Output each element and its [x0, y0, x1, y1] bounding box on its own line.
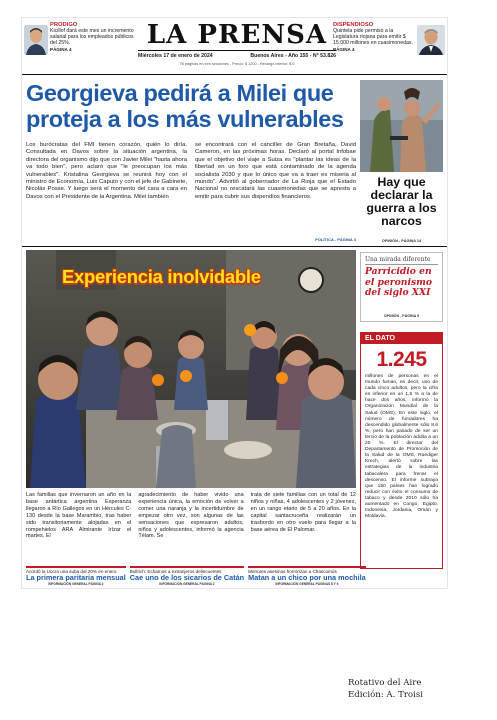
el-dato-kicker: EL DATO: [361, 333, 442, 344]
price-line: 76 páginas en tres secciones - Precio: $ 1200 - Recargo interior: $ 0: [179, 62, 295, 66]
left-teaser-kicker: PRODIGO: [50, 22, 78, 28]
strip-item[interactable]: [130, 566, 244, 586]
strip-item-headline: La primera paritaria mensual: [26, 573, 126, 582]
right-teaser-text: Quintela pide permiso a la Legislatura riojana para emitir $ 15.000 millones en cuasimonedas.: [333, 28, 413, 46]
strip-item[interactable]: [26, 566, 126, 586]
issue-place-number: Buenos Aires - Año 155 - N° 53.826: [250, 53, 336, 59]
strip-item-kicker: Bullrich: Echamos a extranjeros delincuentes: [129, 569, 222, 574]
photo-caption-column-3: trata de siete familias con un total de 12 niños y niñas, 4 adolescentes y 2 jóvenes, en un rango etario de 5 a 20 años. En la capital santacruceña realizarán un trasbordo en otro vuelo para llegar a la base aérea de El Palomar.: [250, 492, 356, 533]
strip-item-kicker: Acordó la Uocra una suba del 20% en enero: [26, 569, 117, 574]
strip-item-headline: Matan a un chico por una mochila: [248, 573, 366, 582]
strip-item-page-ref: INFORMACIÓN GENERAL PÁGINAS 8 Y 9: [275, 582, 339, 586]
right-teaser-portrait: [417, 25, 445, 55]
el-dato-box: [360, 332, 443, 569]
photo-title: Experiencia inolvidable: [62, 266, 261, 287]
strip-item-kicker: Menores asesinos horrorizan a Chascomús: [248, 569, 337, 574]
left-teaser-text: Kicillof dará este mes un incremento salarial para los empleados públicos del 25%.: [50, 28, 134, 46]
newspaper-logo: LA PRENSA: [146, 20, 328, 50]
dateline: [138, 50, 336, 59]
strip-item-page-ref: INFORMACIÓN GENERAL PÁGINA 2: [48, 582, 104, 586]
lead-column-2: se encontrará con el canciller de Gran Bretaña, David Cameron, en las próximas horas. Declaró al portal Infobae que el objetivo del viaje a Suiza es "plantar las ideas de la libertad en un foro que está contaminado de la agenda socialista 2030 y que lo único que va a traer es miseria al mundo". Advirtió al gobernador de La Rioja que el Estado Nacional no rescatará las cuasimonedas que se apresta a emitir para cubrir sus dispendios financieros.: [195, 142, 356, 200]
credits-line-2: Edición: A. Troisi: [348, 690, 424, 700]
right-teaser[interactable]: [333, 22, 445, 68]
lead-page-ref: POLÍTICA - PÁGINA 3: [315, 237, 356, 242]
photo-caption-column-1: Las familias que invernaron un año en la base antártica argentina Esperanza llegaron a Río Gallegos en un Hércules C-130 desde la base Marambio, tras haber sido transitoriamente alojadas en el rompehielos ARA Almirante Irízar el martes. El: [26, 492, 132, 540]
photo-caption-column-2: agradecimiento de haber vivido una experiencia única, la emoción de volver a comer una naranja y la incertidumbre de empezar otro vez, son algunas de las sensaciones que expresaron adultos, niños y adolescentes, informó la agencia Télam. Se: [138, 492, 244, 540]
strip-item[interactable]: [248, 566, 366, 586]
left-teaser-page: PÁGINA 4: [50, 47, 72, 52]
bottom-strip: [26, 566, 366, 586]
el-dato-text: millones de personas en el mundo fuman, es decir, uno de cada cinco adultos, pero la cifra es inferior en un 1,5 % a la de hace dos años, informó la Organización Mundial de la Salud (OMS). En este siglo, el número de fumadores ha descendido globalmente sólo 8,6 %, pero han pasado de ser un tercio de la población adulta a un 20 %. El director del Departamento de Promoción de la Salud de la OMS, Ruediger Krech, alertó sobre las estrategias de la industria tabacalera para frenar el descenso. El informe subraya que 150 países han logrado reducir con éxito el consumo de tabaco y desde 2010 sólo ha aumentado en Congo, Egipto, Indonesia, Jordania, Omán y Moldavia.: [365, 374, 438, 520]
opinion-title: Parricidio en el peronismo del siglo XXI: [365, 266, 432, 298]
credits-line-1: Rotativo del Aire: [348, 678, 422, 688]
photo-caption: [26, 492, 356, 540]
opinion-box[interactable]: [360, 252, 443, 322]
side-story-photo: [360, 80, 443, 172]
left-teaser[interactable]: [24, 22, 136, 68]
opinion-kicker: Una mirada diferente: [365, 256, 438, 265]
lead-body: [26, 142, 356, 201]
strip-item-page-ref: INFORMACIÓN GENERAL PÁGINA 2: [159, 582, 215, 586]
masthead-rule: [22, 74, 447, 75]
opinion-page-ref: OPINIÓN - PÁGINA 5: [383, 314, 420, 318]
side-story-headline[interactable]: Hay que declarar la guerra a los narcos: [366, 175, 437, 228]
credits: [348, 677, 423, 701]
right-teaser-kicker: DISPENDIOSO: [333, 22, 374, 28]
newspaper-front-page: [22, 18, 447, 588]
issue-date: Miércoles 17 de enero de 2024: [138, 53, 213, 59]
lead-column-1: Los burócratas del FMI tienen corazón, quién lo diría. Consultada en Davos sobre la situación argentina, la directora del organismo dijo que con Javier Milei "hasta ahora va todo bien", pero aclaró que "le preocupan los más vulnerables". Kristalina Georgieva se reunirá hoy con el ministro de Economía, Luis Caputo y con el jefe de Gabinete, Nicolás Posse. Y luego será el momento del cara a cara en Davos con el Presidente de la Argentina. Milei también: [26, 142, 187, 200]
el-dato-number: 1.245: [376, 348, 427, 371]
left-teaser-portrait: [24, 25, 48, 55]
right-teaser-page: PÁGINA 4: [333, 47, 355, 52]
section-rule: [22, 246, 447, 247]
masthead: [22, 18, 447, 72]
main-photo: [26, 250, 356, 488]
strip-item-headline: Cae uno de los sicarios de Catán: [129, 573, 245, 582]
side-story-page-ref: OPINIÓN - PÁGINA 14: [381, 239, 422, 243]
lead-headline[interactable]: Georgieva pedirá a Milei que proteja a los más vulnerables: [26, 80, 344, 132]
